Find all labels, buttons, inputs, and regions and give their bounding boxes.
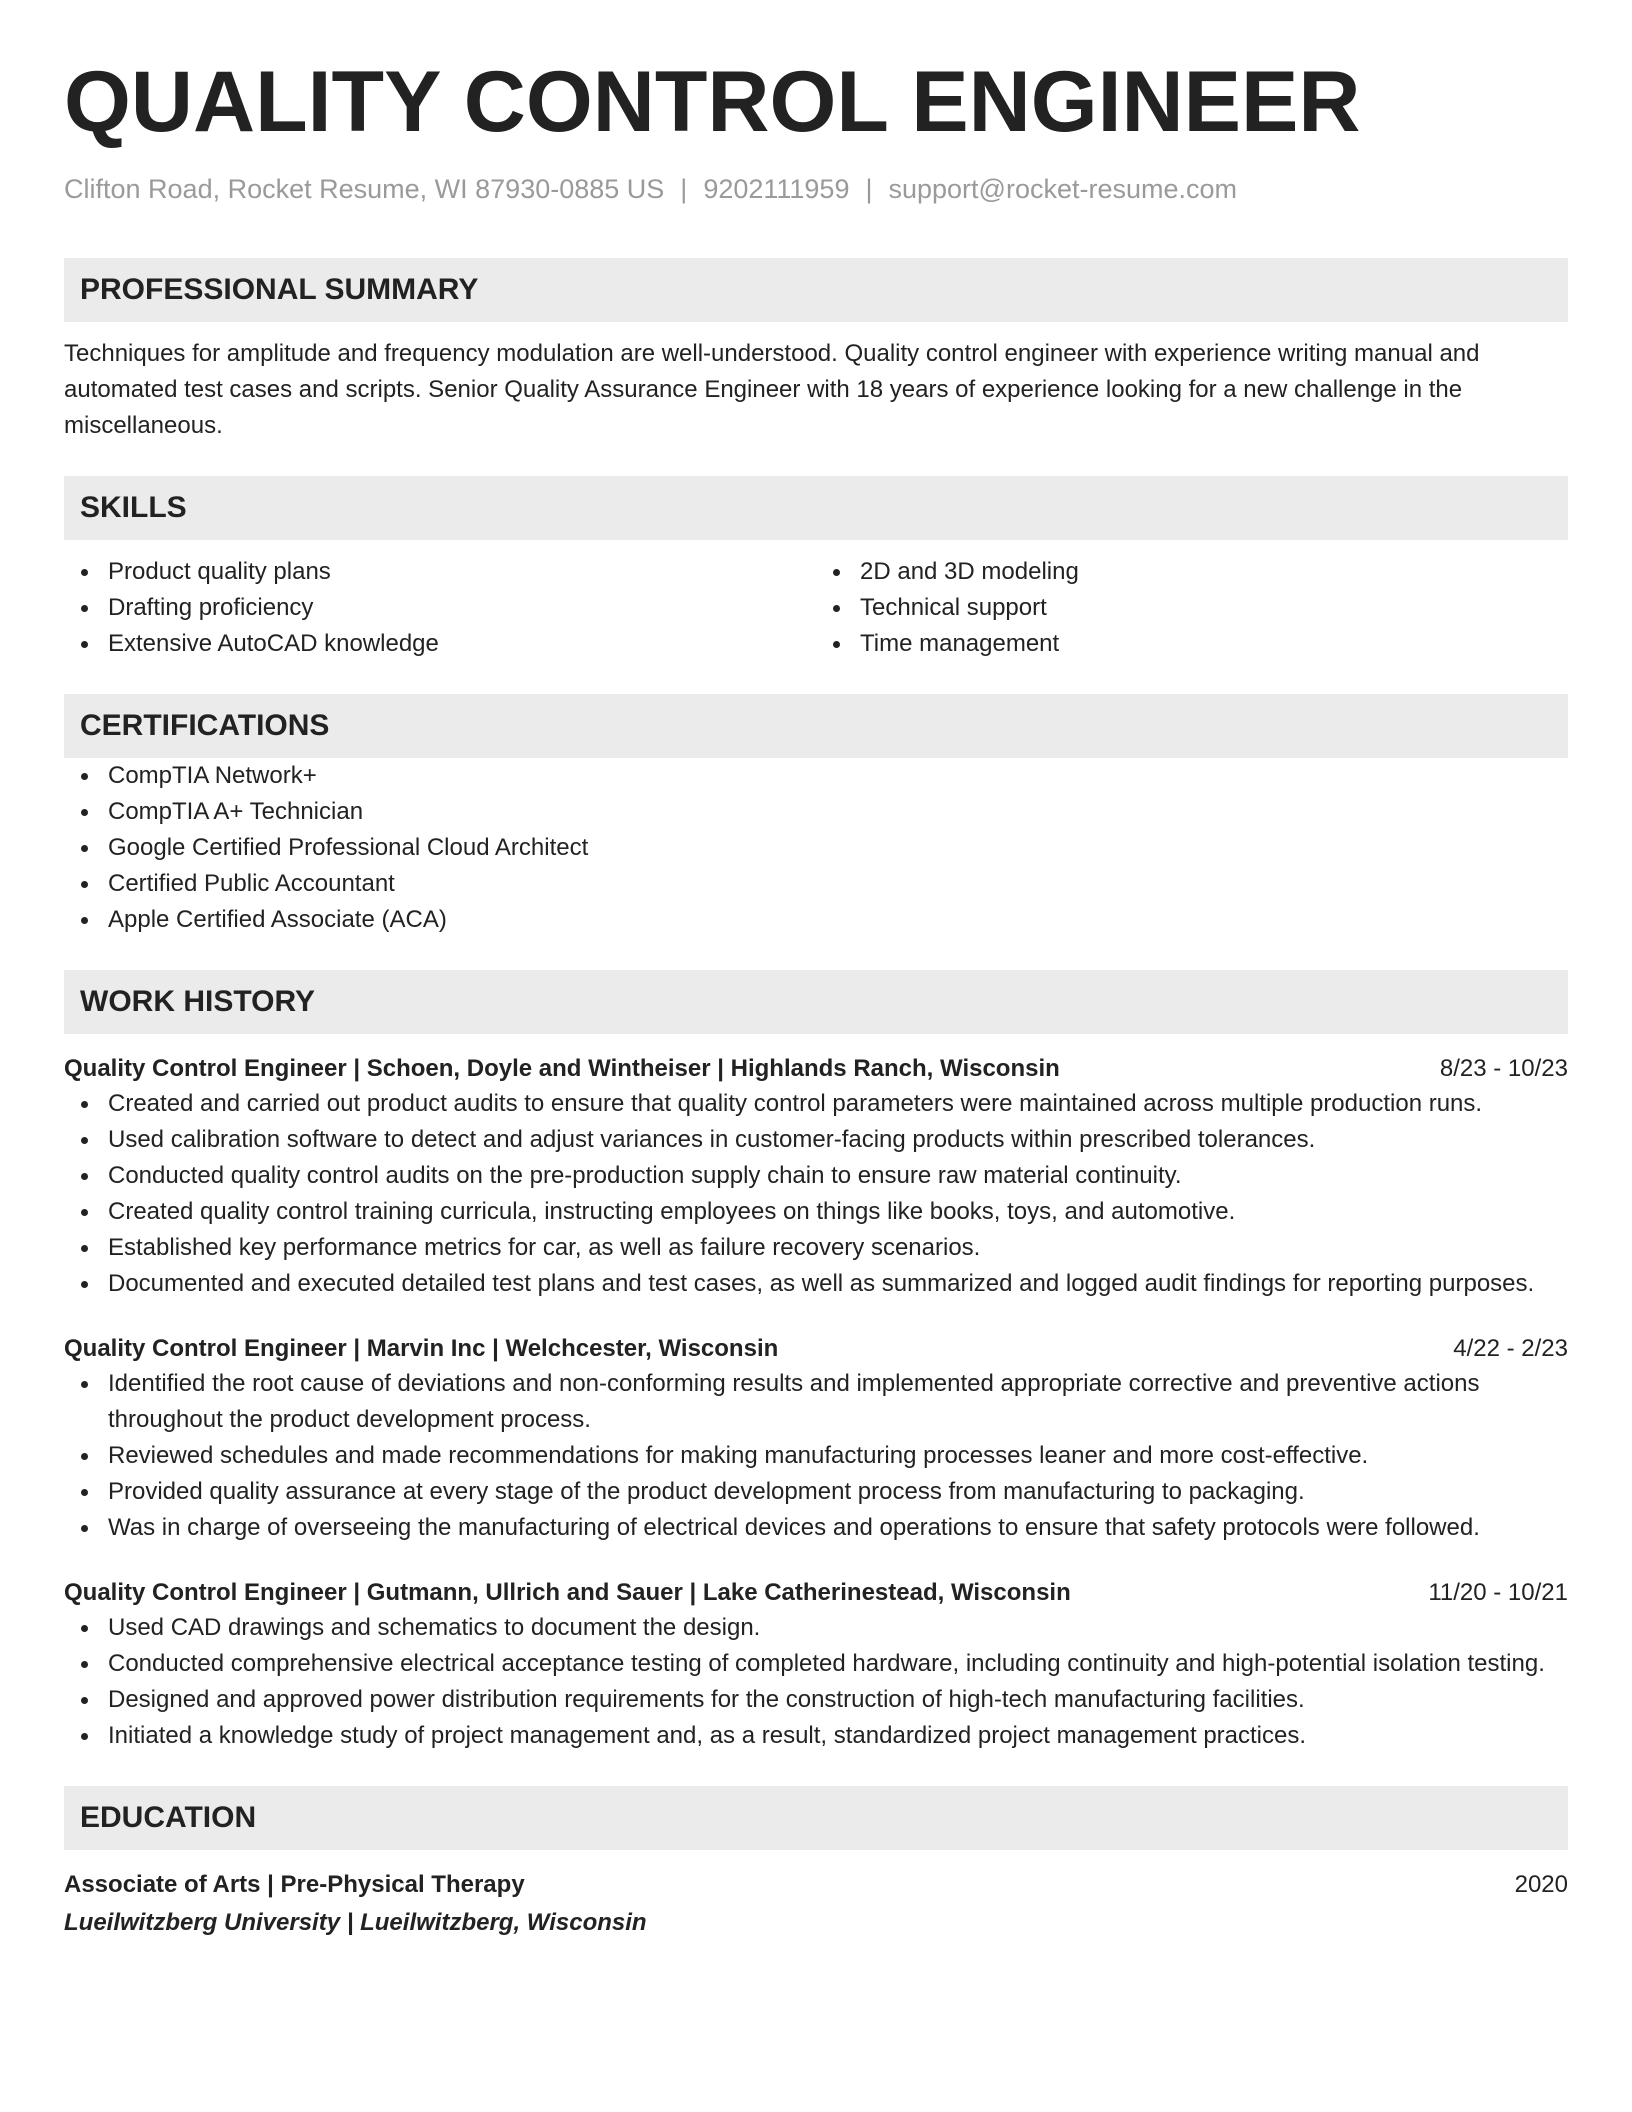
job-title: Quality Control Engineer | Marvin Inc | Welchcester, Wisconsin (64, 1335, 779, 1362)
job-title: Quality Control Engineer | Schoen, Doyle and Wintheiser | Highlands Ranch, Wisconsin (64, 1055, 1060, 1082)
education-header (64, 1868, 1568, 1902)
job-header (64, 1332, 1568, 1366)
skill-item: Technical support (816, 590, 1568, 626)
candidate-name: QUALITY CONTROL ENGINEER (64, 54, 1361, 150)
job-bullet: Used CAD drawings and schematics to document the design. (64, 1610, 1568, 1646)
certification-item: Certified Public Accountant (64, 866, 1568, 902)
certification-item: CompTIA Network+ (64, 758, 1568, 794)
job-entry (64, 1332, 1568, 1546)
contact-phone: 9202111959 (703, 174, 850, 204)
skill-item: Product quality plans (64, 554, 816, 590)
job-bullet: Designed and approved power distribution requirements for the construction of high-tech manufacturing facilities. (64, 1682, 1568, 1718)
job-bullet: Documented and executed detailed test plans and test cases, as well as summarized and logged audit findings for reporting purposes. (64, 1266, 1568, 1302)
contact-line (64, 172, 1568, 206)
job-dates: 8/23 - 10/23 (1439, 1055, 1568, 1082)
skill-item: Drafting proficiency (64, 590, 816, 626)
contact-email: support@rocket-resume.com (888, 174, 1238, 204)
job-dates: 4/22 - 2/23 (1453, 1335, 1568, 1362)
certification-list (64, 758, 1568, 938)
certification-item: CompTIA A+ Technician (64, 794, 1568, 830)
contact-separator: | (865, 174, 873, 204)
section-heading-work-history: WORK HISTORY (64, 970, 1568, 1034)
job-bullet: Created quality control training curricula, instructing employees on things like books, toys, and automotive. (64, 1194, 1568, 1230)
certification-item: Google Certified Professional Cloud Architect (64, 830, 1568, 866)
education-entry (64, 1868, 1568, 1940)
job-dates: 11/20 - 10/21 (1428, 1579, 1568, 1606)
job-bullet: Initiated a knowledge study of project management and, as a result, standardized project management practices. (64, 1718, 1568, 1754)
summary-text: Techniques for amplitude and frequency modulation are well-understood. Quality control engineer with experience writing manual and automated test cases and scripts. Senior Quality Assurance Engineer with 18 years of experience looking for a new challenge in the miscellaneous. (64, 340, 1480, 439)
skills-column-left (64, 554, 816, 662)
certification-item: Apple Certified Associate (ACA) (64, 902, 1568, 938)
job-title: Quality Control Engineer | Gutmann, Ullrich and Sauer | Lake Catherinestead, Wisconsin (64, 1579, 1071, 1606)
education-year: 2020 (1514, 1871, 1568, 1898)
job-bullet: Used calibration software to detect and adjust variances in customer-facing products within prescribed tolerances. (64, 1122, 1568, 1158)
job-bullet: Conducted comprehensive electrical acceptance testing of completed hardware, including continuity and high-potential isolation testing. (64, 1646, 1568, 1682)
job-bullet: Provided quality assurance at every stage of the product development process from manufacturing to packaging. (64, 1474, 1568, 1510)
job-bullet: Established key performance metrics for car, as well as failure recovery scenarios. (64, 1230, 1568, 1266)
job-bullet: Created and carried out product audits to ensure that quality control parameters were maintained across multiple production runs. (64, 1086, 1568, 1122)
job-header (64, 1576, 1568, 1610)
job-bullet: Was in charge of overseeing the manufacturing of electrical devices and operations to ensure that safety protocols were followed. (64, 1510, 1568, 1546)
job-bullet-list (64, 1086, 1568, 1302)
job-bullet: Identified the root cause of deviations and non-conforming results and implemented appropriate corrective and preventive actions throughout the product development process. (64, 1366, 1568, 1438)
skill-item: Extensive AutoCAD knowledge (64, 626, 816, 662)
skill-item: Time management (816, 626, 1568, 662)
job-entry (64, 1576, 1568, 1754)
job-bullet: Conducted quality control audits on the pre-production supply chain to ensure raw material continuity. (64, 1158, 1568, 1194)
education-school: Lueilwitzberg University | Lueilwitzberg, Wisconsin (64, 1909, 647, 1936)
section-heading-education: EDUCATION (64, 1786, 1568, 1850)
job-header (64, 1052, 1568, 1086)
education-degree: Associate of Arts | Pre-Physical Therapy (64, 1871, 525, 1898)
contact-address: Clifton Road, Rocket Resume, WI 87930-0885 US (64, 174, 665, 204)
skills-grid (64, 554, 1568, 662)
job-bullet-list (64, 1610, 1568, 1754)
section-heading-certifications: CERTIFICATIONS (64, 694, 1568, 758)
contact-separator: | (680, 174, 688, 204)
skill-item: 2D and 3D modeling (816, 554, 1568, 590)
job-bullet: Reviewed schedules and made recommendations for making manufacturing processes leaner and more cost-effective. (64, 1438, 1568, 1474)
job-bullet-list (64, 1366, 1568, 1546)
section-heading-summary: PROFESSIONAL SUMMARY (64, 258, 1568, 322)
job-entry (64, 1052, 1568, 1302)
section-heading-skills: SKILLS (64, 476, 1568, 540)
skills-column-right (816, 554, 1568, 662)
